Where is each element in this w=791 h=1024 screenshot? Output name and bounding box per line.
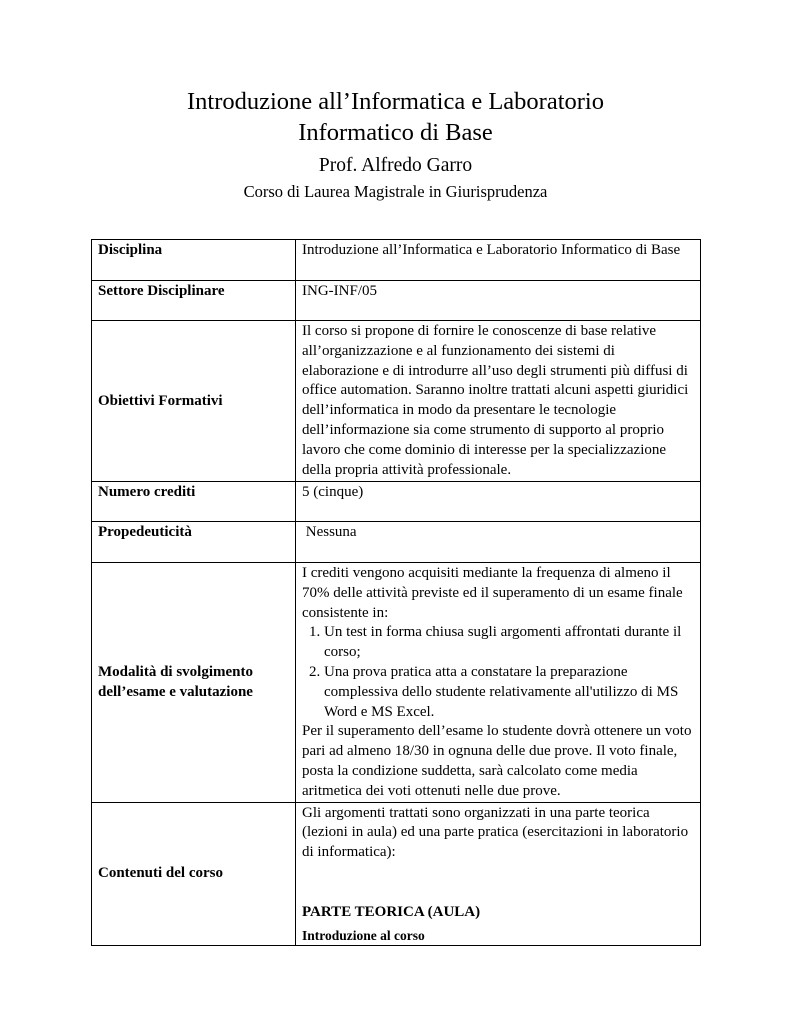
title-line-2: Informatico di Base — [298, 119, 493, 146]
table-row — [92, 522, 701, 563]
list-item: 2. Una prova pratica atta a constatare la preparazione complessiva dello studente relativamente all'utilizzo di MS Word e MS Excel. — [324, 663, 694, 722]
row-value-obiettivi: Il corso si propone di fornire le conoscenze di base relative all’organizzazione e al funzionamento dei sistemi di elaborazione e di introdurre all’uso degli strumenti più diffusi di office automation. Saranno inoltre trattati alcuni aspetti giuridici dell’informatica in modo da presentare le tecnologie dell’informazione sia come strumento di supporto al proprio lavoro che come dominio di interesse per la specializzazione della propria attività professionale. — [296, 321, 701, 482]
section-subtitle: Introduzione al corso — [302, 927, 425, 943]
course-name: Corso di Laurea Magistrale in Giurisprudenza — [243, 182, 548, 201]
row-value-contenuti — [296, 802, 701, 945]
row-value-settore: ING-INF/05 — [296, 281, 701, 321]
row-value-esame — [296, 563, 701, 803]
row-value-disciplina: Introduzione all’Informatica e Laboratorio Informatico di Base — [296, 240, 701, 281]
row-label-disciplina: Disciplina — [92, 240, 296, 281]
table-row — [92, 281, 701, 321]
table-row — [92, 240, 701, 281]
section-title: PARTE TEORICA (AULA) — [302, 903, 481, 920]
row-value-propedeuticita: Nessuna — [296, 522, 701, 563]
course-info-table — [91, 239, 701, 946]
table-row — [92, 321, 701, 482]
row-label-crediti: Numero crediti — [92, 482, 296, 522]
exam-items-list — [302, 623, 694, 722]
professor-name: Prof. Alfredo Garro — [318, 155, 473, 176]
row-label-esame: Modalità di svolgimento dell’esame e valutazione — [92, 563, 296, 803]
table-row — [92, 802, 701, 945]
title-line-1: Introduzione all’Informatica e Laboratorio — [187, 88, 604, 115]
exam-outro: Per il superamento dell’esame lo studente dovrà ottenere un voto pari ad almeno 18/30 in ognuna delle due prove. Il voto finale, posta la condizione suddetta, sarà calcolato come media aritmetica dei voti ottenuti nelle due prove. — [302, 723, 692, 799]
table-row — [92, 563, 701, 803]
document-title — [0, 86, 791, 148]
table-row — [92, 482, 701, 522]
row-label-contenuti: Contenuti del corso — [92, 802, 296, 945]
row-label-obiettivi: Obiettivi Formativi — [92, 321, 296, 482]
exam-intro: I crediti vengono acquisiti mediante la frequenza di almeno il 70% delle attività previste ed il superamento di un esame finale consistente in: — [302, 565, 683, 621]
contents-intro: Gli argomenti trattati sono organizzati in una parte teorica (lezioni in aula) ed una parte pratica (esercitazioni in laboratorio di informatica): — [302, 804, 689, 861]
row-label-propedeuticita: Propedeuticità — [92, 522, 296, 563]
row-value-crediti: 5 (cinque) — [296, 482, 701, 522]
document-header — [0, 86, 791, 203]
list-item: 1. Un test in forma chiusa sugli argomenti affrontati durante il corso; — [324, 623, 694, 663]
row-label-settore: Settore Disciplinare — [92, 281, 296, 321]
